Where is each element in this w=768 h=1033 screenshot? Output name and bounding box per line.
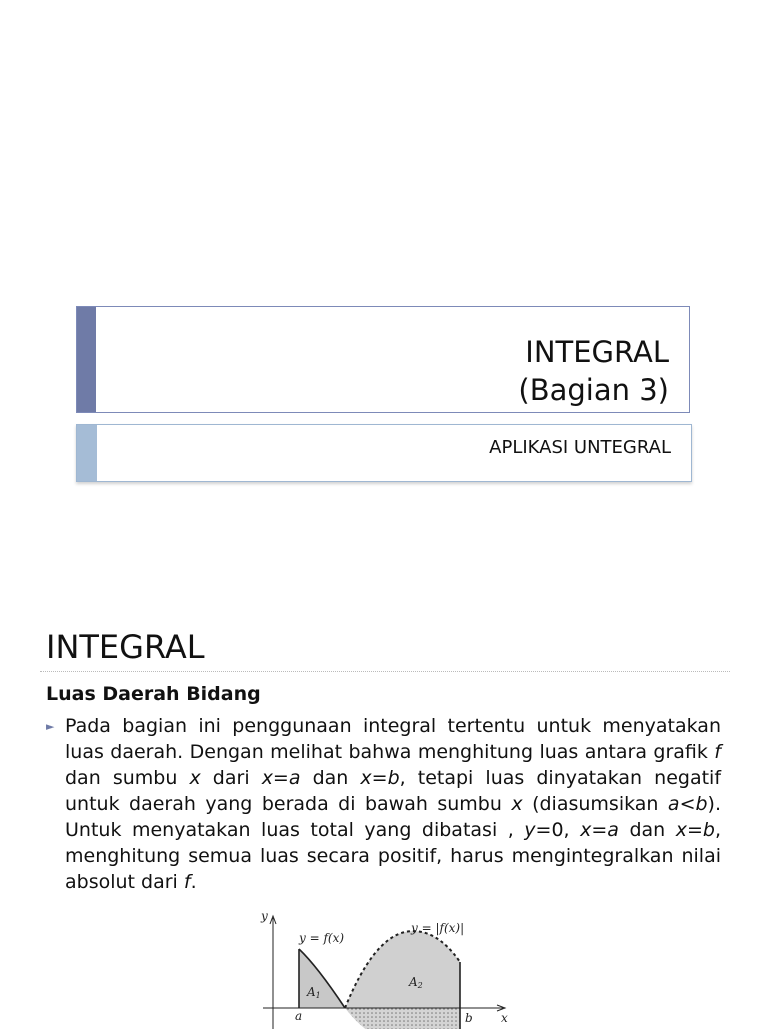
tick-a: a: [295, 1009, 303, 1023]
bullet-triangle-icon: ►: [46, 720, 55, 733]
title-accent-bar: [77, 307, 96, 412]
region-below: [345, 1008, 460, 1029]
area-figure-svg: [255, 904, 520, 1029]
title-divider: [40, 671, 730, 672]
slide-title: [518, 333, 669, 409]
area-figure: [255, 904, 520, 1029]
tick-b: b: [465, 1011, 473, 1025]
title-placeholder: [76, 306, 690, 413]
slide-subtitle: APLIKASI UNTEGRAL: [489, 437, 671, 458]
subtitle-placeholder: [76, 424, 692, 482]
label-a1: A1: [307, 985, 321, 1000]
label-abs-fx: y = |f(x)|: [411, 921, 465, 935]
section-heading: Luas Daerah Bidang: [46, 683, 261, 705]
title-line-1: INTEGRAL: [525, 335, 669, 369]
subtitle-accent-bar: [77, 425, 97, 481]
label-fx: y = f(x): [299, 931, 345, 945]
title-line-2: (Bagian 3): [518, 373, 669, 407]
axis-y-label: y: [261, 909, 268, 923]
label-a2: A2: [409, 975, 423, 990]
bullet-paragraph: Pada bagian ini penggunaan integral tertentu untuk menyatakan luas daerah. Dengan melihat bahwa menghitung luas antara grafik f dan sumbu x dari x=a dan x=b, tetapi luas dinyatakan negatif untuk daerah yang berada di bawah sumbu x (diasumsikan a<b). Untuk menyatakan luas total yang dibatasi , y=0, x=a dan x=b, menghitung semua luas secara positif, harus mengintegralkan nilai absolut dari f.: [65, 715, 722, 893]
slide2-title: INTEGRAL: [46, 628, 205, 666]
axis-x-label: x: [501, 1011, 508, 1025]
